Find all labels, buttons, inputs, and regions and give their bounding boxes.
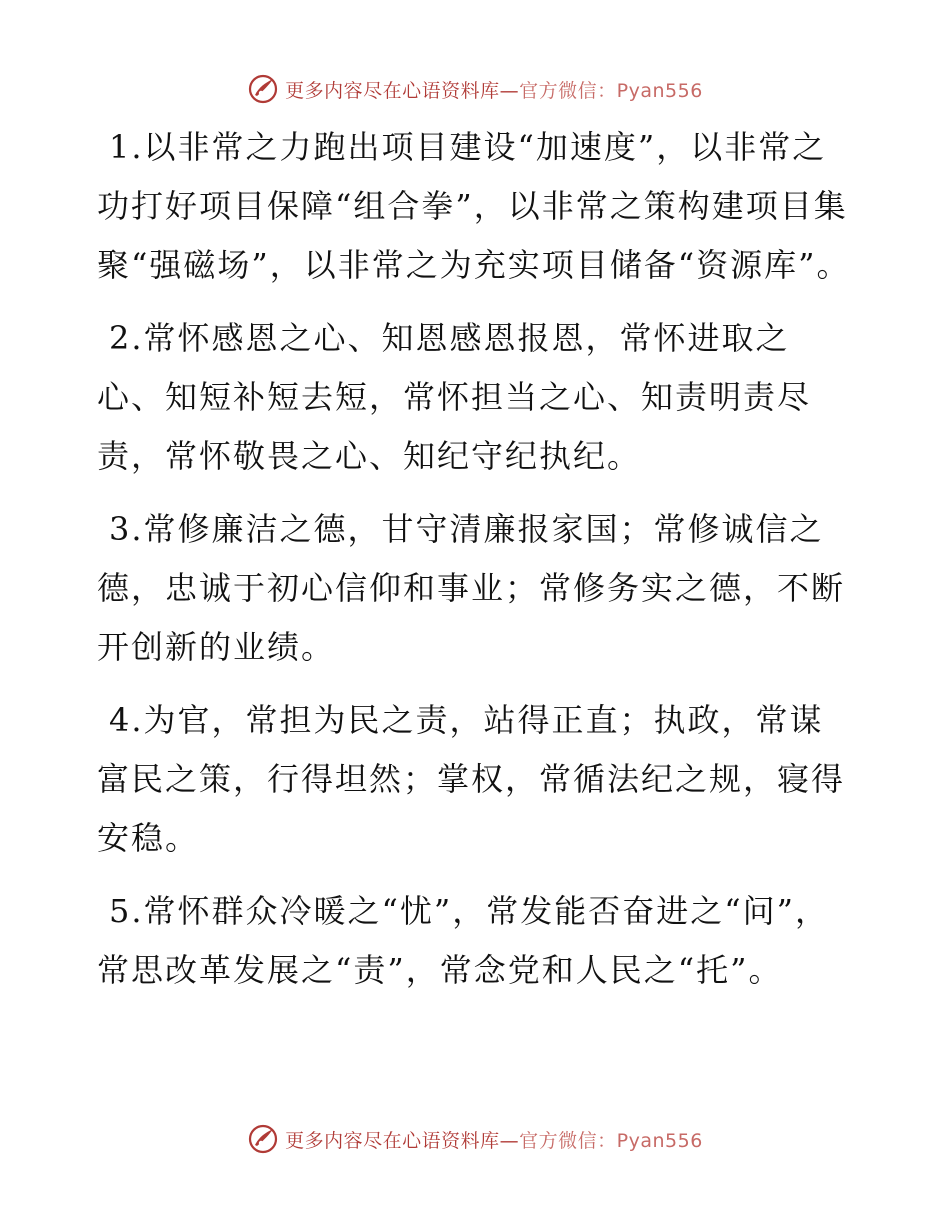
paragraph-text: 常怀群众冷暖之“忧”，常发能否奋进之“问”，常思改革发展之“责”，常念党和人民之“托”。 [97,892,829,989]
paragraph-text: 常怀感恩之心、知恩感恩报恩，常怀进取之心、知短补短去短，常怀担当之心、知责明责尽责，常怀敬畏之心、知纪守纪执纪。 [97,319,812,475]
paragraph-number: 3. [109,510,144,548]
paragraph-number: 1. [109,128,144,166]
paragraph-number: 4. [109,701,144,739]
paragraph-4 [97,691,857,868]
document-body [97,118,857,1014]
banner-text [285,76,703,103]
quill-logo-icon [247,1123,279,1155]
banner-main-text: 更多内容尽在心语资料库 [285,1129,500,1152]
banner-text [285,1126,703,1153]
paragraph-text: 常修廉洁之德，甘守清廉报家国；常修诚信之德，忠诚于初心信仰和事业；常修务实之德，不断开创新的业绩。 [97,510,846,666]
footer-banner [0,1122,950,1156]
banner-separator: — [499,79,520,102]
banner-wechat-text: 官方微信：Pyan556 [519,79,703,102]
paragraph-3 [97,500,857,677]
quill-logo-icon [247,73,279,105]
banner-separator: — [499,1129,520,1152]
banner-wechat-text: 官方微信：Pyan556 [519,1129,703,1152]
paragraph-text: 以非常之力跑出项目建设“加速度”，以非常之功打好项目保障“组合拳”，以非常之策构建项目集聚“强磁场”，以非常之为充实项目储备“资源库”。 [97,128,851,284]
paragraph-number: 2. [109,319,144,357]
paragraph-5 [97,882,857,1000]
paragraph-2 [97,309,857,486]
paragraph-text: 为官，常担为民之责，站得正直；执政，常谋富民之策，行得坦然；掌权，常循法纪之规，寝得安稳。 [97,701,846,857]
banner-main-text: 更多内容尽在心语资料库 [285,79,500,102]
paragraph-1 [97,118,857,295]
header-banner [0,72,950,106]
paragraph-number: 5. [109,892,144,930]
